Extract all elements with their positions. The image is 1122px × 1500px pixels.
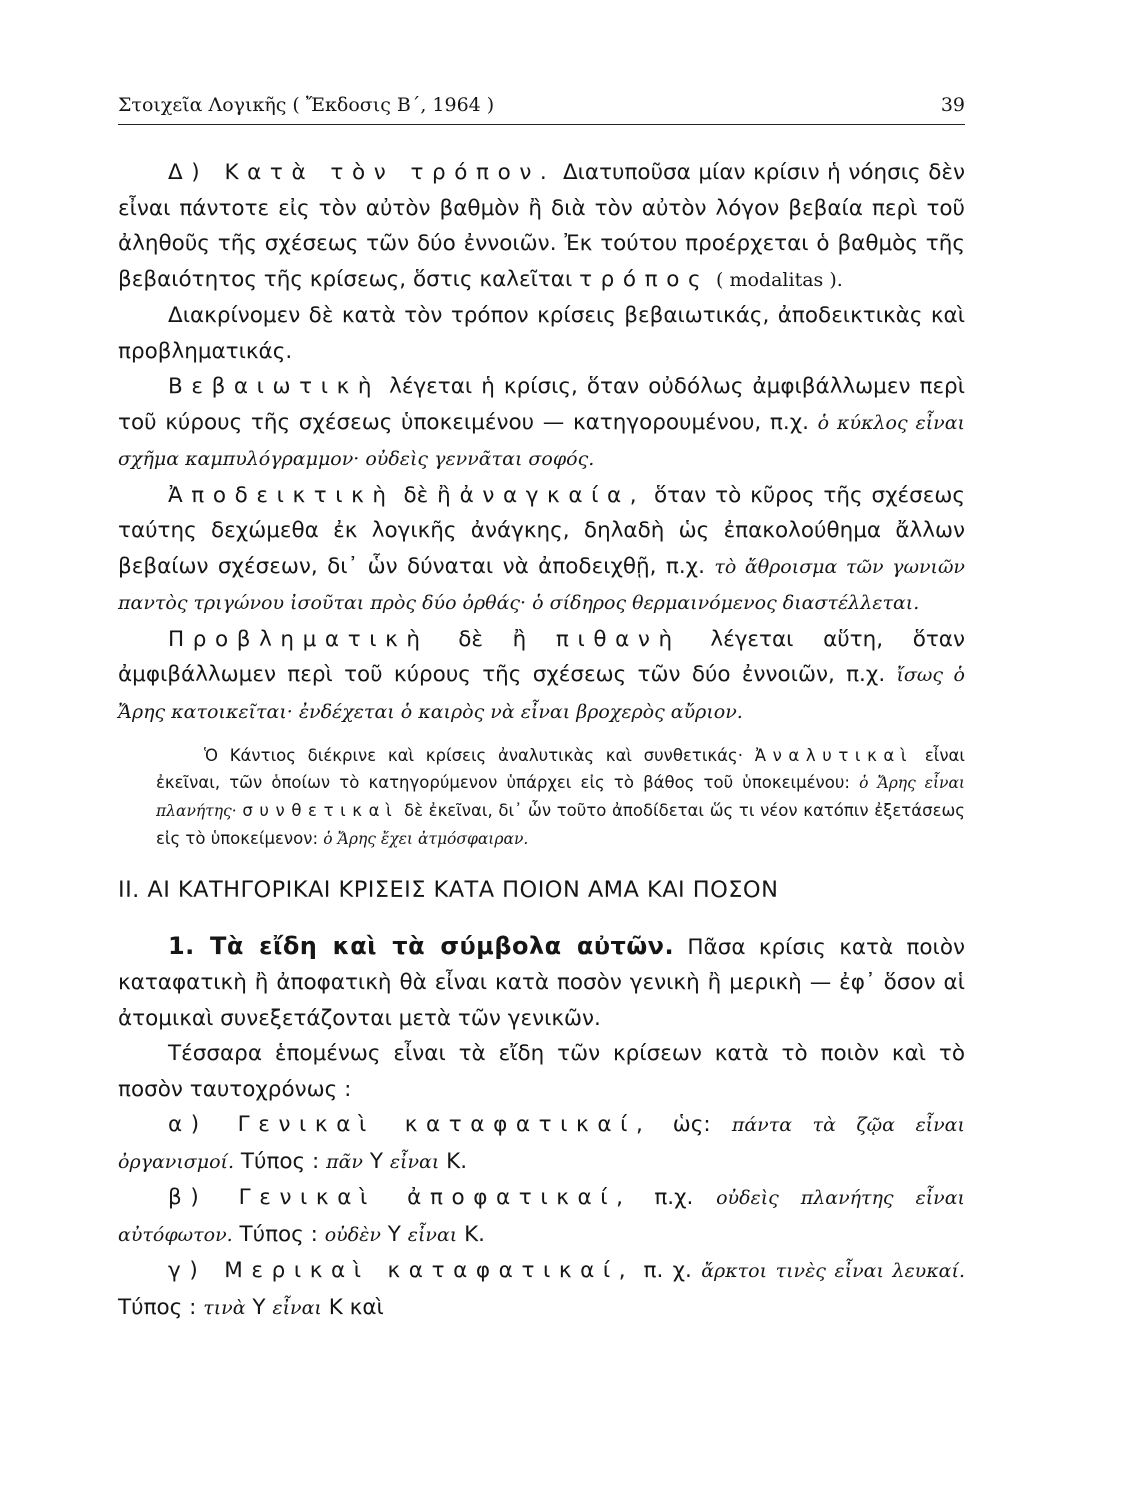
paragraph-text: ὅταν τὸ κῦρος τῆς σχέσεως ταύτης δεχώμεθα ἐκ λογικῆς ἀνάγκης, δηλαδὴ ὡς ἐπακολούθημα ἄλλων βεβαίων σχέσεων, δι᾽ ὧν δύναται νὰ ἀποδειχθῇ, π.χ. [118, 482, 965, 579]
item-prefix: π.χ. [654, 1185, 694, 1210]
list-item [118, 1180, 965, 1253]
example-text: ἴσως ὁ Ἄρης κατοικεῖται· ἐνδέχεται ὁ καιρὸς νὰ εἶναι βροχερὸς αὔριον. [118, 664, 965, 723]
example-text: ὁ κύκλος εἶναι σχῆμα καμπυλόγραμμον· οὐδεὶς γεννᾶται σοφός. [118, 411, 965, 470]
running-title: Στοιχεῖα Λογικῆς ( Ἔκδοσις Β΄, 1964 ) [118, 94, 495, 116]
formula-copula: εἶναι [272, 1296, 322, 1319]
term-tropos: τρόπος [579, 266, 710, 292]
item-label: β) Γενικαὶ ἀποφατικαί, [168, 1185, 632, 1210]
paragraph-classification: Διακρίνομεν δὲ κατὰ τὸν τρόπον κρίσεις βεβαιωτικάς, ἀποδεικτικὰς καὶ προβληματικάς. [118, 303, 965, 364]
example-text: τὸ ἄθροισμα τῶν γωνιῶν παντὸς τριγώνου ἰσοῦται πρὸς δύο ὀρθάς· ὁ σίδηρος θερμαινόμενος διαστέλλεται. [118, 555, 965, 614]
paragraph-text: Διατυποῦσα μίαν κρίσιν ἡ νόησις δὲν εἶναι πάντοτε εἰς τὸν αὐτὸν βαθμὸν ἢ διὰ τὸν αὐτὸν λόγον βεβαία περὶ τοῦ ἀληθοῦς τῆς σχέσεως τῶν δύο ἐννοιῶν. Ἐκ τούτου προέρχεται ὁ βαθμὸς τῆς βεβαιότητος τῆς κρίσεως, ὅστις καλεῖται [118, 160, 965, 292]
section-label-modality: Δ) Κατὰ τὸν τρόπον. [168, 160, 556, 185]
page-number: 39 [940, 94, 965, 116]
term-necessary: ἀναγκαία, [459, 482, 646, 508]
note-text: δὲ ἐκεῖναι, δι᾽ ὧν τοῦτο ἀποδίδεται ὥς τι νέον κατόπιν ἐξετάσεως εἰς τὸ ὑποκείμενον: [156, 801, 965, 848]
kant-note [118, 742, 965, 853]
formula-quantifier: οὐδὲν [324, 1223, 381, 1246]
formula-predicate: Κ. [464, 1221, 486, 1247]
item-example: πάντα τὰ ζῷα εἶναι ὀργανισμοί. [118, 1114, 965, 1173]
item-example: οὐδεὶς πλανήτης εἶναι αὐτόφωτον. [118, 1187, 965, 1246]
term-apodictic: Ἀποδεικτικὴ [168, 482, 395, 508]
formula-copula: εἶναι [389, 1150, 440, 1173]
paragraph-kinds [118, 929, 965, 1037]
page-body [118, 155, 965, 1326]
paragraph-text: λέγεται ἡ κρίσις, ὅταν οὐδόλως ἀμφιβάλλωμεν περὶ τοῦ κύρους τῆς σχέσεως ὑποκειμένου — κατηγορουμένου, π.χ. [118, 374, 965, 435]
connector-text: δὲ ἢ [403, 482, 451, 508]
formula-predicate: Κ. [446, 1148, 468, 1174]
paragraph-assertoric [118, 369, 965, 478]
term-probable: πιθανὴ [555, 626, 681, 652]
running-header [118, 94, 965, 125]
typos-label: Τύπος : [239, 1221, 318, 1247]
term-analytic: Ἀναλυτικαὶ [754, 746, 914, 765]
formula-quantifier: τινὰ [203, 1296, 246, 1319]
list-item [118, 1107, 965, 1180]
term-problematic: Προβληματικὴ [168, 626, 429, 652]
formula-copula: εἶναι [407, 1223, 458, 1246]
note-text: Ὁ Κάντιος διέκρινε καὶ κρίσεις ἀναλυτικὰς καὶ συνθετικάς· [204, 746, 743, 765]
item-label: α) Γενικαὶ καταφατικαί, [168, 1112, 652, 1137]
subsection-heading: 1. Τὰ εἴδη καὶ τὰ σύμβολα αὐτῶν. [168, 931, 675, 960]
typos-label: Τύπος : [240, 1148, 320, 1174]
note-text: εἶναι ἐκεῖναι, τῶν ὁποίων τὸ κατηγορύμενον ὑπάρχει εἰς τὸ βάθος τοῦ ὑποκειμένου: [156, 746, 966, 792]
connector-text: δὲ ἢ [458, 626, 527, 652]
section-heading: ΙΙ. ΑΙ ΚΑΤΗΓΟΡΙΚΑΙ ΚΡΙΣΕΙΣ ΚΑΤΑ ΠΟΙΟΝ ΑΜΑ ΚΑΙ ΠΟΣΟΝ [118, 877, 779, 903]
item-label: γ) Μερικαὶ καταφατικαί, [168, 1258, 635, 1283]
item-prefix: ὡς: [672, 1112, 711, 1137]
formula-quantifier: πᾶν [326, 1150, 363, 1173]
formula-subject: Υ [387, 1221, 401, 1247]
paragraph-four-kinds: Τέσσαρα ἑπομένως εἶναι τὰ εἴδη τῶν κρίσεων κατὰ τὸ ποιὸν καὶ τὸ ποσὸν ταυτοχρόνως : [118, 1041, 965, 1102]
formula-predicate: Κ καὶ [328, 1294, 384, 1320]
paragraph-text: Πᾶσα κρίσις κατὰ ποιὸν καταφατικὴ ἢ ἀποφατικὴ θὰ εἶναι κατὰ ποσὸν γενικὴ ἢ μερικὴ — ἐφ᾽ ὅσον αἱ ἀτομικαὶ συνεξετάζονται μετὰ τῶν γενικῶν. [118, 934, 965, 1031]
item-prefix: π. χ. [643, 1258, 692, 1283]
latin-term: ( modalitas ). [716, 268, 843, 291]
paragraph-apodictic [118, 478, 965, 622]
note-example: ὁ Ἄρης ἔχει ἀτμόσφαιραν. [323, 830, 529, 848]
paragraph-text: λέγεται αὕτη, ὅταν ἀμφιβάλλωμεν περὶ τοῦ κύρους τῆς σχέσεως τῶν δύο ἐννοιῶν, π.χ. [118, 626, 965, 687]
typos-label: Τύπος : [118, 1294, 197, 1320]
term-synthetic: συνθετικαὶ [242, 801, 399, 820]
item-example: ἄρκτοι τινὲς εἶναι λευκαί. [701, 1260, 965, 1282]
paragraph-problematic [118, 622, 965, 731]
formula-subject: Υ [369, 1148, 383, 1174]
note-example: ὁ Ἄρης εἶναι πλανήτης· [156, 774, 965, 820]
paragraph-modality [118, 155, 965, 298]
term-assertoric: Βεβαιωτικὴ [168, 374, 381, 399]
formula-subject: Υ [252, 1294, 266, 1320]
list-item [118, 1253, 965, 1326]
